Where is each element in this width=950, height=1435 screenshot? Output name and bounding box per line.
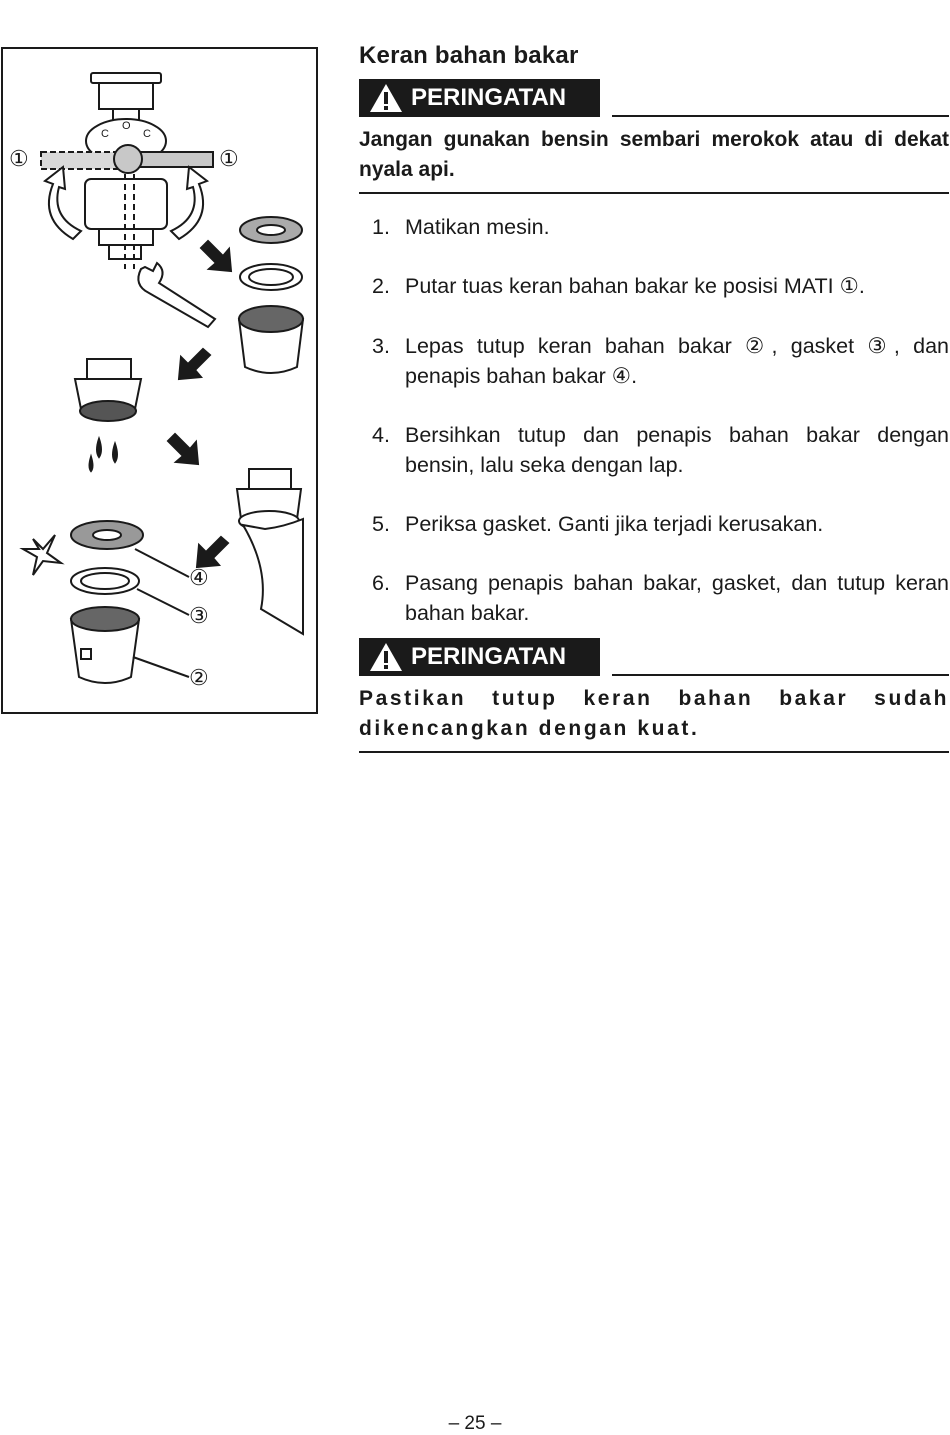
wrench bbox=[138, 263, 215, 327]
warning-rule bbox=[612, 674, 949, 676]
warning-triangle-icon bbox=[369, 642, 403, 672]
callout-1-right: ① bbox=[219, 146, 239, 171]
warning-header-2 bbox=[359, 638, 949, 676]
warning-text-2: Pastikan tutup keran bahan bakar sudah dikencangkan dengan kuat. bbox=[359, 687, 949, 740]
step-6: 6. Pasang penapis bahan bakar, gasket, dan tutup keran bahan bakar. bbox=[372, 571, 949, 625]
page-number: – 25 – bbox=[448, 1413, 502, 1434]
step-3: 3. Lepas tutup keran bahan bakar ②, gasket ③, dan penapis bahan bakar ④. bbox=[372, 334, 949, 388]
step-1: 1. Matikan mesin. bbox=[372, 215, 550, 239]
warning-triangle-icon bbox=[369, 83, 403, 113]
procedure-steps bbox=[359, 212, 949, 628]
callout-2: ② bbox=[189, 665, 209, 690]
warning-end-rule-2 bbox=[359, 751, 949, 753]
lever-mark-o: O bbox=[122, 120, 131, 132]
warning-end-rule-1 bbox=[359, 192, 949, 194]
warning-header-1 bbox=[359, 79, 949, 117]
rag bbox=[243, 519, 303, 634]
cap-cleaned bbox=[249, 469, 291, 489]
fuel-cock-illustration bbox=[1, 47, 318, 714]
warning-label: PERINGATAN bbox=[411, 643, 567, 670]
rotate-arrow-left bbox=[45, 167, 81, 239]
sparkle bbox=[23, 535, 61, 575]
callout-4: ④ bbox=[189, 565, 209, 590]
warning-text-1: Jangan gunakan bensin sembari merokok atau di dekat nyala api. bbox=[359, 128, 949, 181]
rotate-arrow-right bbox=[171, 167, 207, 239]
lever-mark-c-right: C bbox=[143, 128, 151, 140]
section-title: Keran bahan bakar bbox=[359, 42, 579, 69]
warning-label: PERINGATAN bbox=[411, 84, 567, 111]
callout-1-left: ① bbox=[9, 146, 29, 171]
lever-mark-c-left: C bbox=[101, 128, 109, 140]
step-5: 5. Periksa gasket. Ganti jika terjadi kerusakan. bbox=[372, 512, 824, 536]
cap-dirty bbox=[87, 359, 131, 379]
step-2: 2. Putar tuas keran bahan bakar ke posisi MATI ①. bbox=[372, 274, 865, 298]
step-4: 4. Bersihkan tutup dan penapis bahan bakar dengan bensin, lalu seka dengan lap. bbox=[372, 423, 949, 477]
fuel-cock-diagram bbox=[3, 49, 316, 712]
callout-3: ③ bbox=[189, 603, 209, 628]
warning-badge bbox=[359, 638, 600, 676]
warning-badge bbox=[359, 79, 600, 117]
warning-rule bbox=[612, 115, 949, 117]
